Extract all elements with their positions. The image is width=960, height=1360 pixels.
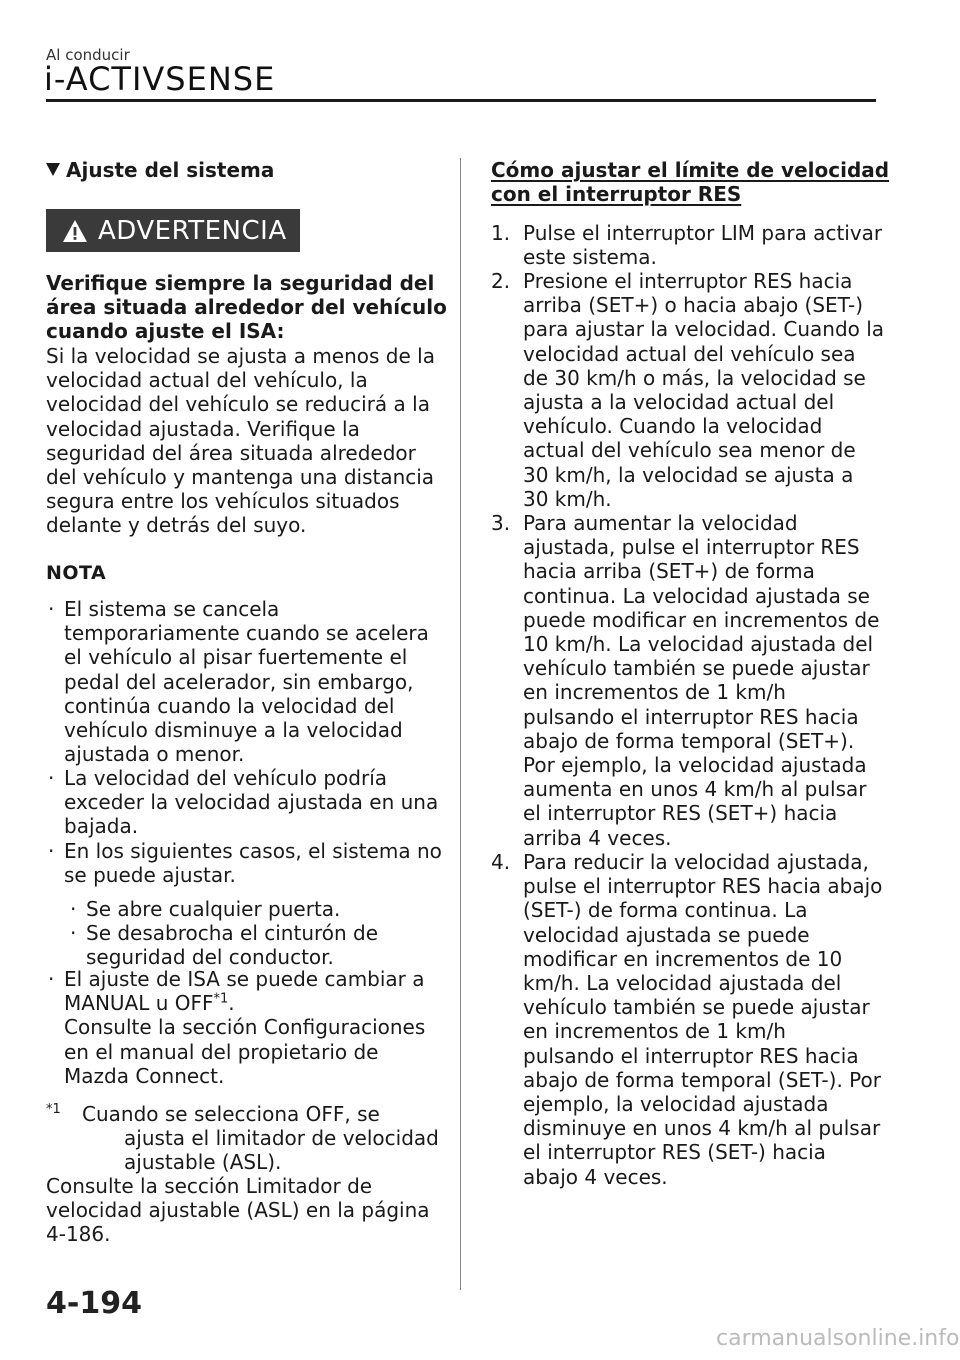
step-line: vehículo también se puede ajustar — [523, 656, 870, 681]
warning-heading-line: área situada alrededor del vehículo — [46, 295, 447, 320]
consult-paragraph — [46, 1174, 430, 1247]
warning-heading — [46, 271, 447, 344]
note-line: vehículo disminuye a la velocidad — [64, 718, 403, 743]
consult-line: velocidad ajustable (ASL) en la página — [46, 1198, 430, 1223]
warning-heading-line: Verifique siempre la seguridad del — [46, 271, 435, 295]
step-line: continua. La velocidad ajustada se — [523, 583, 870, 608]
step-line: disminuye en unos 4 km/h al pulsar — [523, 1116, 881, 1141]
step-line: Pulse el interruptor LIM para activar — [523, 221, 883, 245]
page-title: i-ACTIVSENSE — [44, 60, 276, 98]
triangle-down-icon — [46, 163, 60, 176]
step-number: 1. — [491, 221, 511, 245]
step-line: Para reducir la velocidad ajustada, — [523, 850, 869, 874]
bullet-icon: · — [48, 766, 55, 790]
step-line: el interruptor RES (SET+) hacia — [523, 801, 838, 826]
subsection-heading — [491, 158, 889, 206]
note-line: El sistema se cancela — [64, 597, 280, 621]
note-text: MANUAL u OFF — [64, 991, 214, 1016]
warning-body-line: seguridad del área situada alrededor — [46, 440, 416, 465]
step-line: 10 km/h. La velocidad ajustada del — [523, 632, 874, 657]
footnote-line: Cuando se selecciona OFF, se — [82, 1102, 380, 1126]
warning-body-line: del vehículo y mantenga una distancia — [46, 465, 435, 490]
warning-label: ADVERTENCIA — [98, 215, 287, 246]
note-label: NOTA — [46, 562, 107, 584]
warning-banner — [46, 209, 300, 252]
footnote-line: ajustable (ASL). — [124, 1150, 282, 1174]
step-line: ajustada, pulse el interruptor RES — [523, 535, 860, 560]
note-line: pedal del acelerador, sin embargo, — [64, 669, 414, 694]
warning-body-line: velocidad actual del vehículo, la — [46, 368, 368, 393]
step-line: pulsando el interruptor RES hacia — [523, 1043, 859, 1068]
note-line: en el manual del propietario de — [64, 1039, 379, 1064]
step-line: de 30 km/h o más, la velocidad se — [523, 365, 866, 390]
note-line: bajada. — [64, 814, 139, 839]
note-item — [48, 766, 439, 839]
note-line: exceder la velocidad ajustada en una — [64, 790, 439, 815]
bullet-icon: · — [48, 839, 55, 863]
section-heading — [46, 158, 274, 182]
warning-icon — [62, 219, 88, 243]
page-number: 4-194 — [46, 1286, 142, 1321]
step-line: actual del vehículo sea menor de — [523, 438, 856, 463]
step-number: 4. — [491, 850, 511, 874]
step-line: Para aumentar la velocidad — [523, 511, 798, 535]
step-line: velocidad ajustada se puede — [523, 922, 810, 947]
step-line: abajo 4 veces. — [523, 1164, 668, 1189]
note-line — [64, 991, 425, 1015]
sub-note-item — [70, 897, 341, 921]
footnote-marker: *1 — [213, 991, 229, 1007]
step-text — [523, 511, 879, 850]
step-line: este sistema. — [523, 245, 657, 270]
note-line: ajustada o menor. — [64, 742, 245, 767]
watermark: carmanualsonline.info — [716, 1326, 960, 1351]
step-text — [523, 221, 882, 269]
breadcrumb: Al conducir — [46, 46, 130, 64]
step-line: Por ejemplo, la velocidad ajustada — [523, 753, 867, 778]
step-line: Presione el interruptor RES hacia — [523, 269, 853, 293]
step-line: abajo de forma temporal (SET-). Por — [523, 1067, 881, 1092]
step-line: arriba 4 veces. — [523, 825, 672, 850]
step-line: en incrementos de 1 km/h — [523, 1019, 786, 1044]
step-line: ejemplo, la velocidad ajustada — [523, 1092, 829, 1117]
note-line: El ajuste de ISA se puede cambiar a — [64, 967, 425, 991]
step-line: para ajustar la velocidad. Cuando la — [523, 317, 885, 342]
warning-body-line: delante y detrás del suyo. — [46, 513, 307, 538]
note-line: Consulte la sección Configuraciones — [64, 1015, 426, 1040]
subsection-heading-line: Cómo ajustar el límite de velocidad — [491, 158, 890, 182]
column-divider — [460, 158, 461, 1290]
step-line: ajusta a la velocidad actual del — [523, 390, 835, 415]
consult-line: 4-186. — [46, 1222, 111, 1247]
bullet-icon: · — [48, 597, 55, 621]
step-line: (SET-) de forma continua. La — [523, 898, 808, 923]
step-text — [523, 850, 882, 1189]
note-text: . — [228, 991, 235, 1016]
footnote-line: ajusta el limitador de velocidad — [124, 1126, 439, 1150]
step-line: aumenta en unos 4 km/h al pulsar — [523, 777, 867, 802]
note-line: continúa cuando la velocidad del — [64, 693, 395, 718]
note-line: se puede ajustar. — [64, 863, 236, 888]
step-line: puede modificar en incrementos de — [523, 607, 880, 632]
step-line: abajo de forma temporal (SET+). — [523, 728, 855, 753]
warning-body — [46, 344, 435, 538]
note-item — [48, 839, 442, 888]
step-line: 30 km/h, la velocidad se ajusta a — [523, 462, 854, 487]
note-line: el vehículo al pisar fuertemente el — [64, 645, 408, 670]
note-item — [48, 597, 429, 767]
step-line: modificar en incrementos de 10 — [523, 946, 843, 971]
note-line: En los siguientes casos, el sistema no — [64, 839, 442, 863]
sub-note-line: Se desabrocha el cinturón de — [86, 921, 379, 945]
step-line: vehículo. Cuando la velocidad — [523, 414, 823, 439]
step-line: hacia arriba (SET+) de forma — [523, 559, 815, 584]
sub-note-item — [70, 921, 379, 970]
step-line: pulsando el interruptor RES hacia — [523, 704, 859, 729]
step-line: vehículo también se puede ajustar — [523, 995, 870, 1020]
header-divider — [46, 99, 876, 102]
step-line: el interruptor RES (SET-) hacia — [523, 1140, 826, 1165]
note-item — [48, 967, 426, 1088]
sub-note-line: seguridad del conductor. — [86, 945, 334, 970]
bullet-icon: · — [48, 967, 55, 991]
section-title: Ajuste del sistema — [66, 158, 275, 182]
warning-heading-line: cuando ajuste el ISA: — [46, 319, 285, 344]
note-line: La velocidad del vehículo podría — [64, 766, 388, 790]
subsection-heading-line: con el interruptor RES — [491, 182, 742, 206]
consult-line: Consulte la sección Limitador de — [46, 1174, 373, 1198]
step-line: 30 km/h. — [523, 486, 612, 511]
step-line: velocidad actual del vehículo sea — [523, 341, 856, 366]
step-line: arriba (SET+) o hacia abajo (SET-) — [523, 293, 864, 318]
step-text — [523, 269, 884, 511]
note-line: Mazda Connect. — [64, 1063, 225, 1088]
step-line: km/h. La velocidad ajustada del — [523, 971, 842, 996]
note-line: temporariamente cuando se acelera — [64, 621, 429, 646]
step-number: 3. — [491, 511, 511, 535]
step-line: pulse el interruptor RES hacia abajo — [523, 874, 883, 899]
warning-body-line: velocidad del vehículo se reducirá a la — [46, 392, 430, 417]
step-number: 2. — [491, 269, 511, 293]
warning-body-line: velocidad ajustada. Verifique la — [46, 416, 360, 441]
warning-body-line: Si la velocidad se ajusta a menos de la — [46, 344, 435, 368]
bullet-icon: · — [70, 897, 77, 921]
step-line: en incrementos de 1 km/h — [523, 680, 786, 705]
warning-body-line: segura entre los vehículos situados — [46, 489, 400, 514]
sub-note-line: Se abre cualquier puerta. — [86, 897, 341, 921]
bullet-icon: · — [70, 921, 77, 945]
